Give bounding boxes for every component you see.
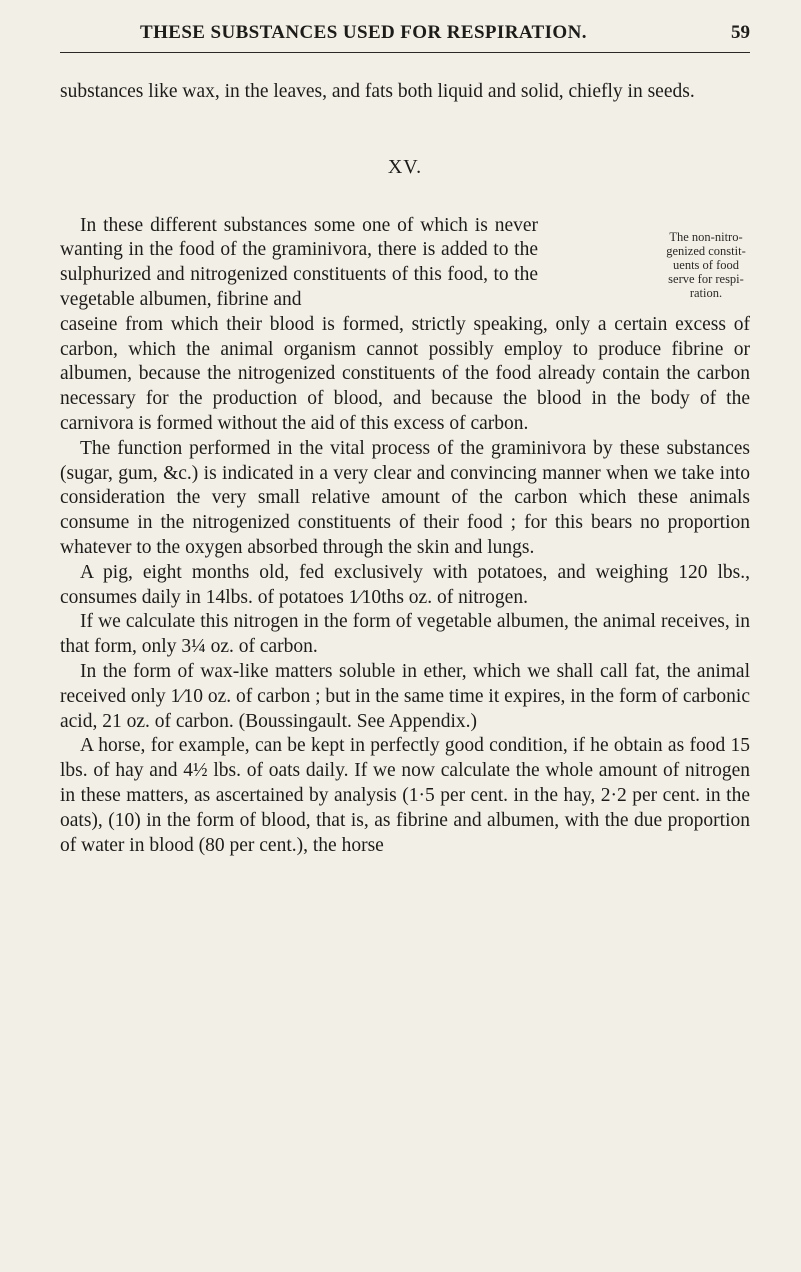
paragraph-1-start: In these different substances some one of which is never wanting in the food of the graminivora, there is added to the sulphurized and nitrogenized constituents of this food, to the vegetable albumen, fibrine and [60,214,538,310]
paragraph-with-sidenote [60,214,750,313]
page-number: 59 [731,22,750,43]
section-heading: XV. [387,155,423,178]
paragraph-1-continued: caseine from which their blood is formed, strictly speaking, only a certain excess of carbon, which the animal organism cannot possibly employ to produce fibrine or albumen, because the nitrogenized constituents of the food already contain the carbon necessary for the production of blood, and because the blood in the body of the carnivora is formed without the aid of this excess of carbon. [60,313,750,434]
page-body [60,80,750,858]
paragraph-2: The function performed in the vital process of the graminivora by these substances (sugar, gum, &c.) is indicated in a very clear and convincing manner when we take into consideration the very small relative amount of the carbon which these animals consume in the nitrogenized constituents of their food ; for this bears no proportion whatever to the oxygen absorbed through the skin and lungs. [60,437,750,558]
page-header [60,22,750,53]
paragraph-3: A pig, eight months old, fed exclusively with potatoes, and weighing 120 lbs., consumes daily in 14lbs. of potatoes 1⁄10ths oz. of nitrogen. [60,561,750,608]
paragraph-6: A horse, for example, can be kept in perfectly good condition, if he obtain as food 15 lbs. of hay and 4½ lbs. of oats daily. If we now calculate the whole amount of nitrogen in these matters, as ascertained by analysis (1·5 per cent. in the hay, 2·2 per cent. in the oats), (10) in the form of blood, that is, as fibrine and albumen, with the due proportion of water in blood (80 per cent.), the horse [60,735,750,856]
margin-note: The non-nitro-genized constit-uents of food serve for respi-ration. [666,229,746,300]
paragraph-4: If we calculate this nitrogen in the form of vegetable albumen, the animal receives, in that form, only 3¼ oz. of carbon. [60,611,750,658]
running-head: THESE SUBSTANCES USED FOR RESPIRATION. [140,22,587,43]
paragraph-5: In the form of wax-like matters soluble in ether, which we shall call fat, the animal received only 1⁄10 oz. of carbon ; but in the same time it expires, in the form of carbonic acid, 21 oz. of carbon. (Boussingault. See Appendix.) [60,660,750,732]
intro-paragraph: substances like wax, in the leaves, and fats both liquid and solid, chiefly in seeds. [60,81,695,102]
